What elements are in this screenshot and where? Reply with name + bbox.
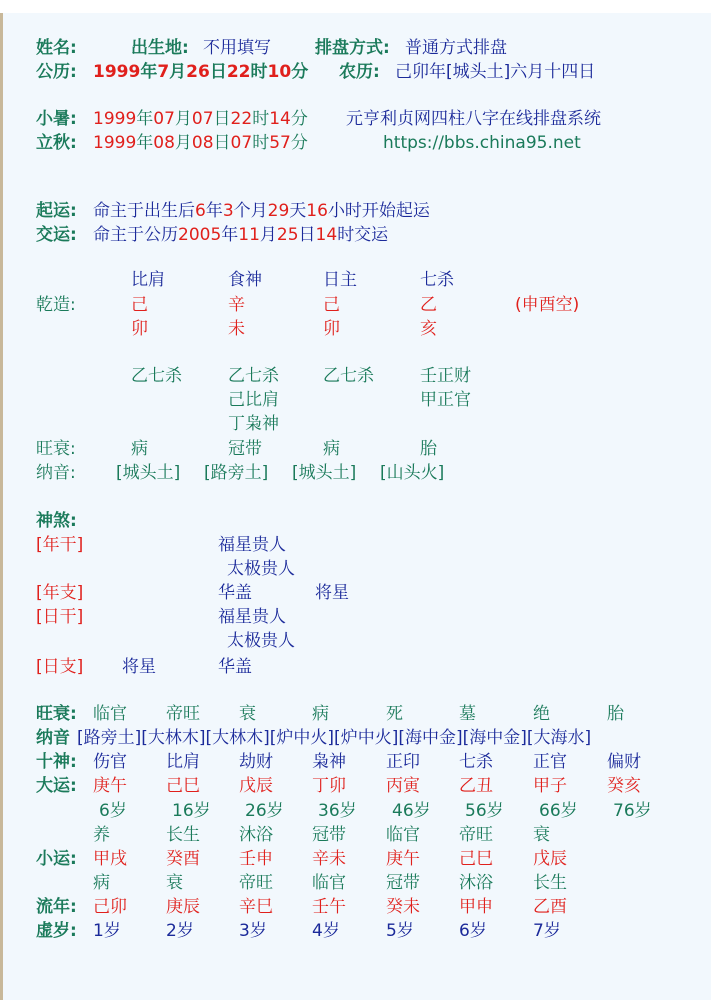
xiaoshu-label: 小暑:: [36, 109, 77, 129]
xiaoyun-cell: 庚午: [386, 849, 420, 869]
dayun-age-cell: 56岁: [465, 801, 504, 821]
xiaoyun-label: 小运:: [36, 849, 77, 869]
dayun-cell: 丙寅: [386, 776, 420, 796]
shishen-label: 十神:: [36, 752, 77, 772]
hidden-stem: 丁枭神: [228, 414, 279, 434]
lunar-value: 己卯年[城头土]六月十四日: [395, 62, 596, 82]
shensha-item: 华盖: [218, 583, 252, 603]
liunian-cell: 辛巳: [239, 897, 273, 917]
birthplace-label: 出生地:: [131, 38, 189, 58]
pillar-god: 食神: [228, 270, 262, 290]
shensha-item: 福星贵人: [218, 535, 286, 555]
solar-label: 公历:: [36, 62, 77, 82]
lunar-label: 农历:: [339, 62, 380, 82]
xusui-label: 虚岁:: [36, 921, 77, 941]
shishen-cell: 七杀: [459, 752, 493, 772]
liunian-cell: 庚辰: [166, 897, 200, 917]
shishen-cell: 偏财: [607, 752, 641, 772]
dayun-age-cell: 26岁: [245, 801, 284, 821]
dayun-cell: 庚午: [93, 776, 127, 796]
dayun-cell: 甲子: [533, 776, 567, 796]
xiaoyun-state-cell: 沐浴: [459, 873, 493, 893]
dayun-wangshuai-cell: 帝旺: [166, 704, 200, 724]
xusui-cell: 2岁: [166, 921, 194, 941]
method-label: 排盘方式:: [315, 38, 390, 58]
wangshuai-state: 病: [131, 439, 148, 459]
shensha-item: 华盖: [218, 657, 252, 677]
xiaoyun-cell: 壬申: [239, 849, 273, 869]
birthplace-value: 不用填写: [203, 38, 271, 58]
solar-date: 1999年7月26日22时10分: [93, 62, 309, 82]
pillar-stem: 己: [131, 295, 148, 315]
shishen-cell: 枭神: [312, 752, 346, 772]
shensha-row-label: [年干]: [36, 535, 84, 555]
dayun-wangshuai-cell: 病: [312, 704, 329, 724]
jiaoyun-text: 命主于公历2005年11月25日14时交运: [93, 225, 389, 245]
dayun-cell: 戊辰: [239, 776, 273, 796]
liqiu-date: 1999年08月08日07时57分: [93, 133, 308, 153]
site-url: https://bbs.china95.net: [383, 133, 581, 153]
wangshuai-state: 胎: [420, 439, 437, 459]
pillar-god: 日主: [323, 270, 357, 290]
hidden-stem: 乙七杀: [131, 366, 182, 386]
dayun-state-cell: 衰: [533, 825, 550, 845]
nayin-value: [城头土]: [292, 463, 357, 483]
pillar-stem: 辛: [228, 295, 245, 315]
shishen-cell: 伤官: [93, 752, 127, 772]
dayun-state-cell: 沐浴: [239, 825, 273, 845]
shensha-row-label: [年支]: [36, 583, 84, 603]
shensha-item: 将星: [315, 583, 349, 603]
shensha-item: 太极贵人: [227, 559, 295, 579]
liunian-cell: 乙酉: [533, 897, 567, 917]
pillar-branch: 卯: [131, 319, 148, 339]
shensha-item: 福星贵人: [218, 607, 286, 627]
xusui-cell: 5岁: [386, 921, 414, 941]
liunian-cell: 癸未: [386, 897, 420, 917]
qianzao-label: 乾造:: [36, 295, 76, 315]
xiaoyun-cell: 甲戌: [93, 849, 127, 869]
hidden-stem: 乙七杀: [323, 366, 374, 386]
bazi-chart-page: [0, 13, 711, 1000]
shishen-cell: 劫财: [239, 752, 273, 772]
dayun-cell: 丁卯: [312, 776, 346, 796]
shishen-cell: 正印: [386, 752, 420, 772]
shishen-cell: 正官: [533, 752, 567, 772]
xiaoyun-state-cell: 帝旺: [239, 873, 273, 893]
liunian-cell: 己卯: [93, 897, 127, 917]
xiaoyun-state-cell: 病: [93, 873, 110, 893]
dayun-label: 大运:: [36, 776, 77, 796]
jiaoyun-label: 交运:: [36, 225, 77, 245]
liunian-label: 流年:: [36, 897, 77, 917]
xiaoyun-state-cell: 冠带: [386, 873, 420, 893]
dayun-cell: 癸亥: [607, 776, 641, 796]
pillar-branch: 亥: [420, 319, 437, 339]
dayun-age-cell: 36岁: [318, 801, 357, 821]
liunian-cell: 甲申: [459, 897, 493, 917]
liunian-cell: 壬午: [312, 897, 346, 917]
xiaoyun-cell: 己巳: [459, 849, 493, 869]
shensha-row-label: [日支]: [36, 657, 84, 677]
system-name: 元亨利贞网四柱八字在线排盘系统: [346, 109, 601, 129]
dayun-state-cell: 临官: [386, 825, 420, 845]
pillar-stem: 己: [323, 295, 340, 315]
pillar-branch: 未: [228, 319, 245, 339]
xiaoyun-state-cell: 衰: [166, 873, 183, 893]
dayun-state-cell: 帝旺: [459, 825, 493, 845]
pillar-god: 七杀: [420, 270, 454, 290]
pillar-god: 比肩: [131, 270, 165, 290]
qiyun-label: 起运:: [36, 201, 77, 221]
dayun-nayin-label: 纳音: [36, 728, 70, 748]
xusui-cell: 7岁: [533, 921, 561, 941]
liqiu-label: 立秋:: [36, 133, 77, 153]
dayun-cell: 乙丑: [459, 776, 493, 796]
xiaoyun-cell: 戊辰: [533, 849, 567, 869]
nayin-value: [山头火]: [380, 463, 445, 483]
dayun-cell: 己巳: [166, 776, 200, 796]
hidden-stem: 己比肩: [228, 390, 279, 410]
nayin-value: [城头土]: [116, 463, 181, 483]
dayun-age-cell: 6岁: [99, 801, 127, 821]
nayin-value: [路旁土]: [204, 463, 269, 483]
dayun-wangshuai-label: 旺衰:: [36, 704, 77, 724]
dayun-wangshuai-cell: 绝: [533, 704, 550, 724]
wangshuai-label: 旺衰:: [36, 439, 76, 459]
xiaoyun-state-cell: 长生: [533, 873, 567, 893]
xusui-cell: 6岁: [459, 921, 487, 941]
shensha-row-label: [日干]: [36, 607, 84, 627]
pillar-branch: 卯: [323, 319, 340, 339]
dayun-age-cell: 76岁: [613, 801, 652, 821]
xiaoyun-state-cell: 临官: [312, 873, 346, 893]
dayun-wangshuai-cell: 胎: [607, 704, 624, 724]
xusui-cell: 4岁: [312, 921, 340, 941]
nayin-label: 纳音:: [36, 463, 76, 483]
xiaoshu-date: 1999年07月07日22时14分: [93, 109, 308, 129]
hidden-stem: 乙七杀: [228, 366, 279, 386]
name-label: 姓名:: [36, 38, 77, 58]
wangshuai-state: 冠带: [228, 439, 262, 459]
shensha-item: 将星: [122, 657, 156, 677]
dayun-age-cell: 66岁: [539, 801, 578, 821]
dayun-wangshuai-cell: 临官: [93, 704, 127, 724]
xusui-cell: 1岁: [93, 921, 121, 941]
dayun-wangshuai-cell: 死: [386, 704, 403, 724]
dayun-age-cell: 46岁: [392, 801, 431, 821]
method-value: 普通方式排盘: [405, 38, 507, 58]
dayun-age-cell: 16岁: [172, 801, 211, 821]
dayun-state-cell: 养: [93, 825, 110, 845]
shensha-title: 神煞:: [36, 511, 77, 531]
xiaoyun-cell: 癸酉: [166, 849, 200, 869]
hidden-stem: 壬正财: [420, 366, 471, 386]
xusui-cell: 3岁: [239, 921, 267, 941]
dayun-state-cell: 冠带: [312, 825, 346, 845]
hidden-stem: 甲正官: [420, 390, 471, 410]
xiaoyun-cell: 辛未: [312, 849, 346, 869]
pillar-stem: 乙: [420, 295, 437, 315]
dayun-wangshuai-cell: 墓: [459, 704, 476, 724]
wangshuai-state: 病: [323, 439, 340, 459]
shensha-item: 太极贵人: [227, 631, 295, 651]
qiyun-text: 命主于出生后6年3个月29天16小时开始起运: [93, 201, 430, 221]
dayun-wangshuai-cell: 衰: [239, 704, 256, 724]
shishen-cell: 比肩: [166, 752, 200, 772]
kong-wang: (申酉空): [515, 295, 580, 315]
dayun-nayin-values: [路旁土][大林木][大林木][炉中火][炉中火][海中金][海中金][大海水]: [77, 728, 592, 748]
dayun-state-cell: 长生: [166, 825, 200, 845]
